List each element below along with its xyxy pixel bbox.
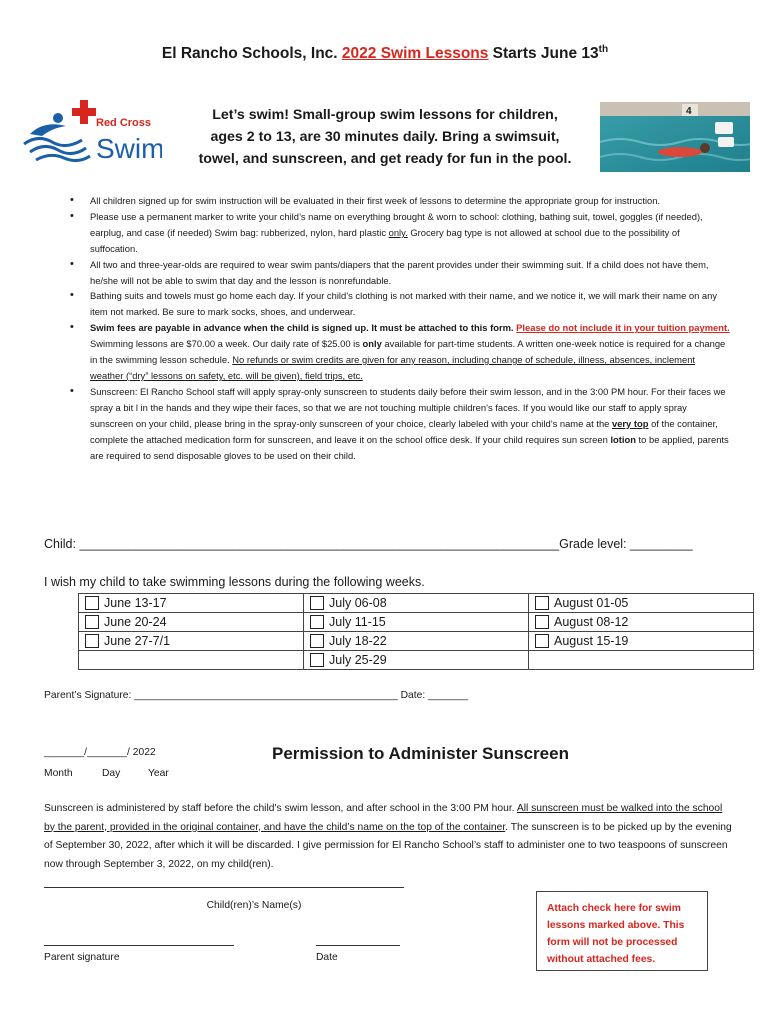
list-item: • All children signed up for swim instruction will be evaluated in their first week of lessons to determine the appropriate group for instruction. [70, 193, 730, 209]
day-label: Day [102, 768, 121, 779]
grade-level-field[interactable]: _________ [630, 537, 693, 551]
week-option: July 11-15 [304, 613, 529, 632]
week-checkbox[interactable] [85, 634, 99, 648]
year-label: Year [148, 768, 169, 779]
week-checkbox[interactable] [535, 615, 549, 629]
parent-signature-row [44, 690, 468, 701]
title-highlight: 2022 Swim Lessons [341, 45, 489, 63]
title-text: El Rancho Schools, Inc. [161, 45, 342, 63]
page-title [0, 44, 770, 63]
list-item: • Please use a permanent marker to write your child’s name on everything brought & worn to school: clothing, bathing suit, towel, goggles (if needed), earplug, and case (if needed) Swim bag: rubberized, nylon, hard plastic only. Grocery bag type is not allowed at school due to the possibility of suffocation. [70, 209, 730, 257]
lane-number: 4 [686, 106, 692, 117]
weeks-table [78, 593, 754, 670]
child-label: Child: [44, 537, 80, 551]
week-checkbox[interactable] [535, 634, 549, 648]
list-item: • Swim fees are payable in advance when the child is signed up. It must be attached to this form. Please do not include it in your tuition payment. Swimming lessons are $70.00 a week. Our daily rate of $25.00 is only available for part-time students. A written one-week notice is required for a change in the swimming lesson schedule. No refunds or swim credits are given for any reason, including change of schedule, illness, absences, inclement weather (“dry” lessons on safety, etc. will be given), field trips, etc. [70, 320, 730, 384]
children-names-field[interactable] [44, 887, 404, 888]
permission-date-field[interactable]: _______/_______/ 2022 [44, 747, 156, 758]
list-item: • Bathing suits and towels must go home each day. If your child’s clothing is not marked with their name, and we notice it, we will mark their name on any item not marked. Be sure to mark socks, shoes, and underwear. [70, 288, 730, 320]
permission-parent-signature-label: Parent signature [44, 952, 120, 963]
children-names-label: Child(ren)’s Name(s) [206, 900, 302, 911]
week-checkbox[interactable] [310, 634, 324, 648]
permission-paragraph: Sunscreen is administered by staff before the child's swim lesson, and after school in the 3:00 PM hour. All sunscreen must be walked into the school by the parent, provided in the original container, and have the child’s name on the top of the container. The sunscreen is to be picked up by the evening of September 30, 2022, after which it will be discarded. I give permission for El Rancho School’s staff to administer one to two teaspoons of sunscreen now through September 3, 2022, on my child(ren). [44, 803, 732, 870]
week-checkbox[interactable] [535, 596, 549, 610]
week-option: June 13-17 [79, 594, 304, 613]
week-option: June 27-7/1 [79, 632, 304, 651]
instructions-list [70, 193, 730, 463]
parent-signature-label: Parent’s Signature: [44, 690, 135, 701]
logo-text-swim: Swim [96, 133, 162, 164]
week-option: August 08-12 [529, 613, 754, 632]
title-text-end: Starts June 13 [488, 45, 599, 63]
intro-line: ages 2 to 13, are 30 minutes daily. Bring a swimsuit, [210, 129, 560, 145]
date-label: Date: [400, 690, 429, 701]
week-checkbox[interactable] [310, 653, 324, 667]
empty-cell [529, 651, 754, 670]
intro-text [170, 104, 600, 170]
child-name-field[interactable]: _____________________________________________________________________ [79, 537, 560, 551]
weeks-instruction: I wish my child to take swimming lessons during the following weeks. [44, 575, 425, 589]
week-option: July 06-08 [304, 594, 529, 613]
week-checkbox[interactable] [310, 615, 324, 629]
permission-title: Permission to Administer Sunscreen [272, 744, 569, 763]
title-superscript: th [598, 44, 609, 55]
date-field[interactable]: _______ [428, 690, 469, 701]
logo-text-red-cross: Red Cross [96, 117, 152, 129]
week-checkbox[interactable] [310, 596, 324, 610]
list-item: • Sunscreen: El Rancho School staff will apply spray-only sunscreen to students daily before their swim lesson, and in the 3:00 PM hour. For their faces we spray a bit l in the hands and they wipe their faces, so that we are not touching multiple children’s faces. If you would like our staff to apply spray sunscreen on your child, please bring in the spray-only sunscreen of your choice, clearly labeled with your child’s name at the very top of the container, complete the attached medication form for sunscreen, and leave it on the school office desk. If your child requires sun screen lotion to be applied, parents are required to send disposable gloves to be used on their child. [70, 384, 730, 464]
red-cross-swim-logo [22, 100, 162, 170]
permission-date-field-2[interactable] [316, 945, 400, 946]
intro-line: Let’s swim! Small-group swim lessons for children, [212, 107, 558, 123]
child-grade-row [44, 537, 693, 551]
intro-line: towel, and sunscreen, and get ready for fun in the pool. [198, 151, 572, 167]
attach-check-note: Attach check here for swim lessons marked above. This form will not be processed without attached fees. [536, 891, 708, 971]
week-option: July 18-22 [304, 632, 529, 651]
permission-parent-signature-field[interactable] [44, 945, 234, 946]
month-label: Month [44, 768, 73, 779]
parent-signature-field[interactable]: ______________________________________________ [134, 690, 398, 701]
week-option: August 15-19 [529, 632, 754, 651]
swimmer-icon [22, 100, 162, 170]
grade-label: Grade level: [559, 537, 630, 551]
permission-date-label: Date [316, 952, 338, 963]
week-checkbox[interactable] [85, 615, 99, 629]
week-option: June 20-24 [79, 613, 304, 632]
list-item: • All two and three-year-olds are required to wear swim pants/diapers that the parent provides under their swimming suit. If a child does not have them, he/she will not be able to swim that day and the lesson is nonrefundable. [70, 257, 730, 289]
week-option: August 01-05 [529, 594, 754, 613]
week-option: July 25-29 [304, 651, 529, 670]
week-checkbox[interactable] [85, 596, 99, 610]
swimming-pool-photo [600, 102, 750, 172]
empty-cell [79, 651, 304, 670]
